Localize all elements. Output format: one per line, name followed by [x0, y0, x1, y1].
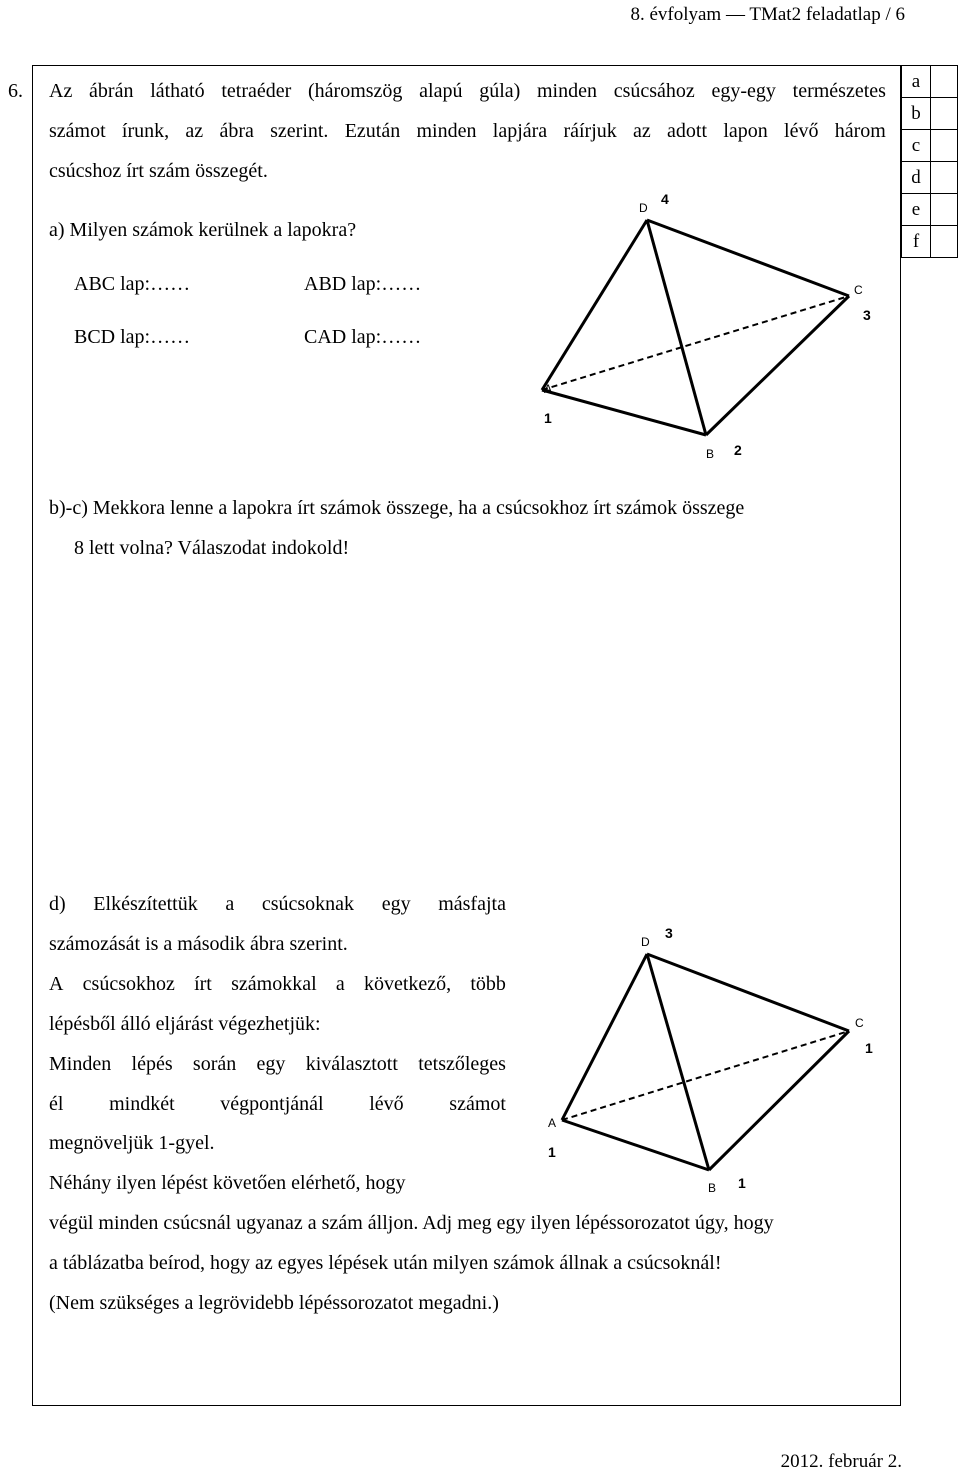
vertex-value-d: 4: [661, 191, 669, 207]
part-d-line-8: Néhány ilyen lépést követően elérhető, hogy: [49, 1172, 406, 1194]
vertex-value-c: 1: [865, 1040, 873, 1056]
intro-line-2: számot írunk, az ábra szerint. Ezután minden lapjára ráírjuk az adott lapon lévő három: [49, 120, 886, 142]
edge-da: [562, 954, 647, 1120]
vertex-label-a: A: [544, 382, 553, 396]
part-d-line-2: számozását is a második ábra szerint.: [49, 933, 348, 955]
grade-label-a: a: [902, 66, 931, 98]
vertex-label-b: B: [706, 447, 715, 461]
edge-bc: [709, 1031, 849, 1170]
grade-label-f: f: [902, 226, 931, 258]
vertex-label-b: B: [708, 1181, 717, 1195]
intro-line-3: csúcshoz írt szám összegét.: [49, 160, 268, 182]
edge-db: [647, 954, 709, 1170]
edge-dc: [647, 954, 849, 1031]
page-footer-date: 2012. február 2.: [780, 1451, 902, 1472]
vertex-value-b: 2: [734, 442, 742, 458]
grade-cell-b[interactable]: [931, 98, 958, 130]
vertex-value-a: 1: [548, 1144, 556, 1160]
tetrahedron-figure-2: [520, 915, 900, 1200]
vertex-label-c: C: [855, 1016, 864, 1030]
vertex-label-d: D: [639, 201, 648, 215]
part-d-line-9: végül minden csúcsnál ugyanaz a szám álljon. Adj meg egy ilyen lépéssorozatot úgy, hogy: [49, 1212, 774, 1234]
part-d-line-5: Minden lépés során egy kiválasztott tetszőleges: [49, 1053, 506, 1075]
grade-cell-d[interactable]: [931, 162, 958, 194]
solid-edges: [562, 954, 849, 1170]
abc-face-answer[interactable]: ABC lap:……: [74, 273, 191, 295]
vertex-value-b: 1: [738, 1175, 746, 1191]
edge-ab: [562, 1120, 709, 1170]
vertex-value-c: 3: [863, 307, 871, 323]
vertex-value-a: 1: [544, 410, 552, 426]
edge-db: [647, 220, 706, 435]
grade-cell-a[interactable]: [931, 66, 958, 98]
part-d-line-1: d) Elkészítettük a csúcsoknak egy másfajta: [49, 893, 506, 915]
edge-da: [542, 220, 647, 390]
part-d-line-10: a táblázatba beírod, hogy az egyes lépések után milyen számok állnak a csúcsoknál!: [49, 1252, 722, 1274]
grade-cell-e[interactable]: [931, 194, 958, 226]
vertex-label-d: D: [641, 935, 650, 949]
part-d-line-6: él mindkét végpontjánál lévő számot: [49, 1093, 506, 1115]
intro-line-1: Az ábrán látható tetraéder (háromszög alapú gúla) minden csúcsához egy-egy természetes: [49, 80, 886, 102]
part-d-line-4: lépésből álló eljárást végezhetjük:: [49, 1013, 321, 1035]
tetrahedron-figure-1: [520, 180, 900, 470]
part-bc-line-2: 8 lett volna? Válaszodat indokold!: [74, 537, 350, 559]
solid-edges: [542, 220, 849, 435]
bcd-face-answer[interactable]: BCD lap:……: [74, 326, 191, 348]
grade-cell-f[interactable]: [931, 226, 958, 258]
hidden-edge-ac: [542, 296, 849, 390]
vertex-label-a: A: [548, 1116, 557, 1130]
task-number: 6.: [8, 80, 23, 102]
part-d-line-3: A csúcsokhoz írt számokkal a következő, több: [49, 973, 506, 995]
page-header: 8. évfolyam — TMat2 feladatlap / 6: [630, 4, 905, 25]
vertex-value-d: 3: [665, 925, 673, 941]
grade-label-d: d: [902, 162, 931, 194]
part-a-question: a) Milyen számok kerülnek a lapokra?: [49, 219, 357, 241]
grading-table: [901, 65, 958, 258]
grade-label-c: c: [902, 130, 931, 162]
part-bc-line-1: b)-c) Mekkora lenne a lapokra írt számok összege, ha a csúcsokhoz írt számok összege: [49, 497, 745, 519]
part-d-line-11: (Nem szükséges a legrövidebb lépéssorozatot megadni.): [49, 1292, 499, 1314]
part-d-line-7: megnöveljük 1-gyel.: [49, 1132, 215, 1154]
cad-face-answer[interactable]: CAD lap:……: [304, 326, 422, 348]
grade-label-e: e: [902, 194, 931, 226]
grade-cell-c[interactable]: [931, 130, 958, 162]
grade-label-b: b: [902, 98, 931, 130]
edge-bc: [706, 296, 849, 435]
abd-face-answer[interactable]: ABD lap:……: [304, 273, 422, 295]
vertex-label-c: C: [854, 283, 863, 297]
edge-ab: [542, 390, 706, 435]
edge-dc: [647, 220, 849, 296]
